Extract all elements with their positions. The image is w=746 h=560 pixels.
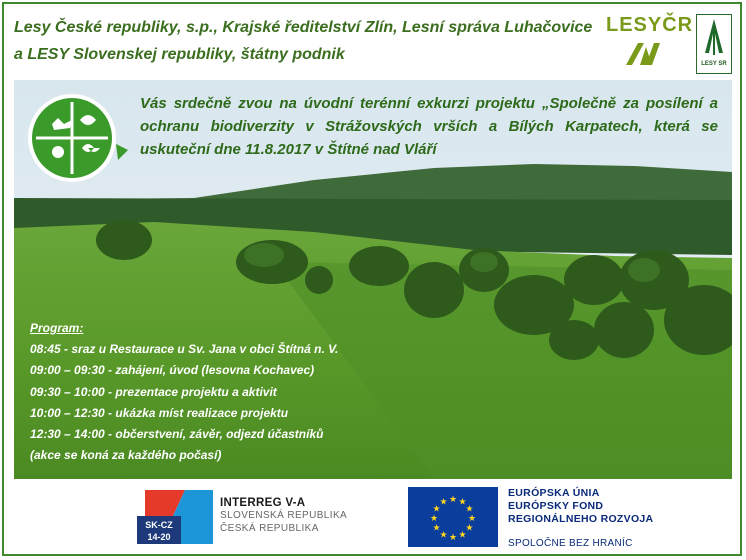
lesy-cr-logo	[606, 14, 694, 72]
program-item: 09:30 – 10:00 - prezentace projektu a aktivit	[30, 384, 277, 399]
interreg-badge-line-1: SK-CZ	[145, 520, 173, 530]
organizers-line-2: a LESY Slovenskej republiky, štátny podnik	[14, 46, 345, 63]
program-item: 08:45 - sraz u Restaurace u Sv. Jana v obci Štítná n. V.	[30, 342, 339, 357]
eu-flag-icon	[408, 487, 498, 547]
eu-star-icon: ★	[465, 503, 474, 514]
organizers-line-1: Lesy České republiky, s.p., Krajské ředitelství Zlín, Lesní správa Luhačovice	[14, 19, 593, 36]
flower-icon	[52, 146, 64, 158]
interreg-line: ČESKÁ REPUBLIKA	[220, 523, 319, 534]
lesy-cr-tree-icon	[606, 37, 690, 67]
interreg-line: SLOVENSKÁ REPUBLIKA	[220, 510, 348, 521]
eu-star-icon: ★	[432, 522, 441, 533]
lesy-cr-logo-text: LESYČR	[606, 14, 694, 36]
program	[30, 318, 390, 466]
eu-motto: SPOLOČNE BEZ HRANÍC	[508, 538, 633, 549]
eu-star-icon: ★	[458, 496, 467, 507]
interreg-badge-line-2: 14-20	[147, 532, 171, 542]
eu-line: REGIONÁLNEHO ROZVOJA	[508, 513, 654, 525]
program-item: 12:30 – 14:00 - občerstvení, závěr, odjezd účastníků	[30, 427, 324, 442]
interreg-title: INTERREG V-A	[220, 497, 306, 509]
eu-star-icon: ★	[467, 513, 477, 523]
lesy-sr-logo	[696, 14, 732, 74]
program-title: Program:	[30, 321, 84, 335]
eu-star-icon: ★	[465, 522, 474, 533]
program-item: 10:00 – 12:30 - ukázka míst realizace projektu	[30, 405, 289, 420]
eu-text	[508, 487, 653, 549]
invitation-text: Vás srdečně zvou na úvodní terénní exkurzi projektu „Společně za posílení a ochranu biodiverzity v Strážovských vrších a Bílých Karpatech, která se uskuteční dne 11.8.2017 v Štítné nad Vláří	[140, 95, 718, 158]
eu-star-icon: ★	[448, 532, 458, 542]
biodiverzita-logo	[24, 86, 128, 190]
interreg-text	[220, 497, 347, 535]
eu-star-icon: ★	[432, 503, 441, 514]
eu-star-icon: ★	[439, 496, 448, 507]
eu-star-icon: ★	[439, 529, 448, 540]
eu-star-icon: ★	[448, 494, 458, 504]
lesy-sr-tree-icon	[697, 15, 731, 59]
lesy-sr-logo-text: LESY SR	[701, 61, 727, 67]
program-item: 09:00 – 09:30 - zahájení, úvod (lesovna Kochavec)	[30, 363, 315, 378]
eu-line: EURÓPSKA ÚNIA	[508, 487, 600, 499]
program-note: (akce se koná za každého počasí)	[30, 448, 222, 463]
eu-star-icon: ★	[458, 529, 467, 540]
eu-line: EURÓPSKY FOND	[508, 500, 604, 512]
header	[14, 14, 594, 68]
eu-star-icon: ★	[429, 513, 439, 523]
interreg-logo	[137, 486, 213, 546]
